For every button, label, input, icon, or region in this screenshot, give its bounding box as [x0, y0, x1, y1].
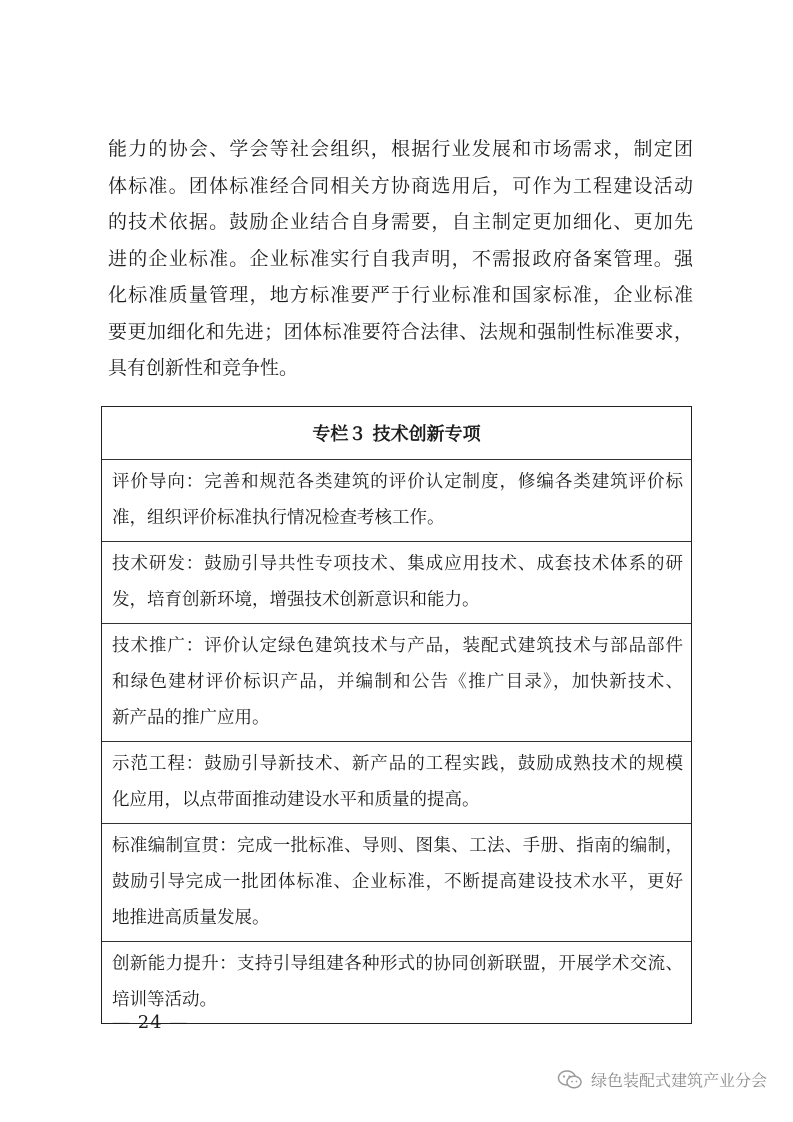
section-demonstration [102, 742, 691, 824]
page-number: — 24 — [112, 1012, 189, 1033]
watermark [557, 1068, 767, 1091]
section-line: 地推进高质量发展。 [112, 908, 270, 928]
paragraph-line: 进的企业标准。企业标准实行自我声明，不需报政府备案管理。强 [108, 247, 693, 270]
section-line: 培训等活动。 [112, 990, 217, 1010]
paragraph-line: 的技术依据。鼓励企业结合自身需要，自主制定更加细化、更加先 [108, 211, 693, 233]
paragraph-line: 要更加细化和先进；团体标准要符合法律、法规和强制性标准要求， [108, 320, 693, 343]
section-line: 化应用，以点带面推动建设水平和质量的提高。 [112, 790, 480, 810]
column-box-title: 专栏３ 技术创新专项 [102, 407, 691, 460]
section-research [102, 542, 691, 624]
section-standard-compilation [102, 824, 691, 942]
section-evaluation [102, 460, 691, 542]
section-line: 新产品的推广应用。 [112, 708, 270, 728]
section-line: 评价导向：完善和规范各类建筑的评价认定制度，修编各类建筑评价标 [112, 472, 683, 492]
paragraph-line: 体标准。团体标准经合同相关方协商选用后，可作为工程建设活动 [108, 174, 693, 197]
section-line: 发，培育创新环境，增强技术创新意识和能力。 [112, 590, 480, 610]
wechat-icon [557, 1069, 583, 1091]
section-promotion [102, 624, 691, 742]
body-paragraph [108, 131, 693, 387]
paragraph-line: 能力的协会、学会等社会组织，根据行业发展和市场需求，制定团 [108, 138, 693, 160]
column-box-table [101, 406, 692, 1024]
section-line: 示范工程：鼓励引导新技术、新产品的工程实践，鼓励成熟技术的规模 [112, 754, 683, 774]
section-line: 技术推广：评价认定绿色建筑技术与产品，装配式建筑技术与部品部件 [112, 636, 683, 656]
section-line: 标准编制宣贯：完成一批标准、导则、图集、工法、手册、指南的编制， [112, 836, 683, 856]
section-line: 鼓励引导完成一批团体标准、企业标准，不断提高建设技术水平，更好 [112, 872, 683, 892]
section-line: 技术研发：鼓励引导共性专项技术、集成应用技术、成套技术体系的研 [112, 554, 683, 574]
paragraph-line: 具有创新性和竞争性。 [108, 357, 299, 379]
paragraph-line: 化标准质量管理，地方标准要严于行业标准和国家标准，企业标准 [108, 284, 693, 306]
section-innovation-capacity [102, 942, 691, 1023]
section-line: 和绿色建材评价标识产品，并编制和公告《推广目录》，加快新技术、 [112, 672, 683, 692]
section-line: 创新能力提升：支持引导组建各种形式的协同创新联盟，开展学术交流、 [112, 954, 683, 974]
section-line: 准，组织评价标准执行情况检查考核工作。 [112, 508, 445, 528]
watermark-text: 绿色装配式建筑产业分会 [590, 1071, 767, 1090]
